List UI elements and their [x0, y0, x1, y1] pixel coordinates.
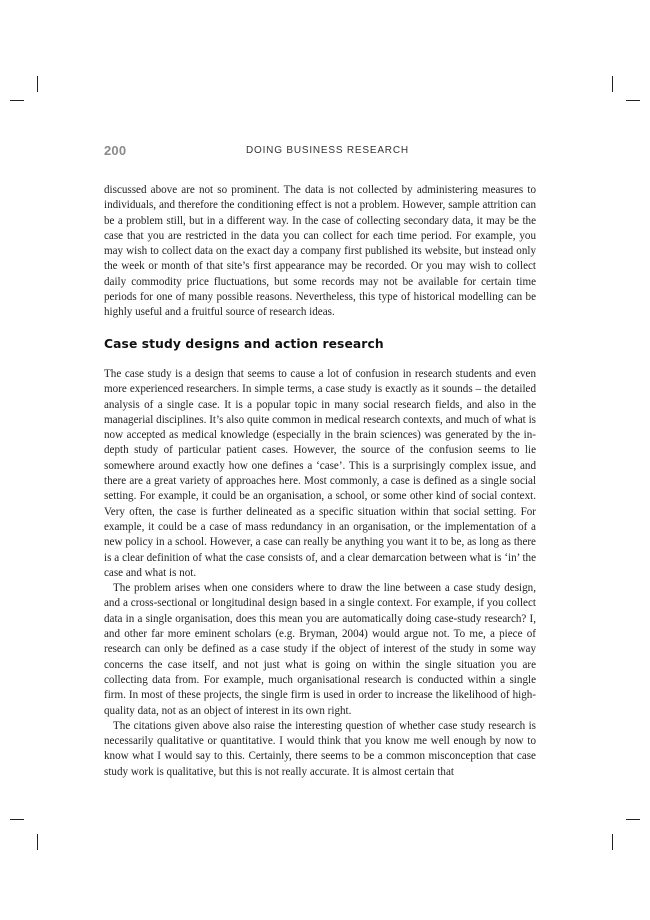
- crop-mark-top-right-horizontal: [626, 100, 640, 101]
- crop-mark-top-left-horizontal: [10, 100, 24, 101]
- section-body: [104, 367, 536, 780]
- body-paragraph-2: The problem arises when one considers where to draw the line between a case study design, and a cross-sectional or longitudinal design based in a single context. For example, if you collect data in a single organisation, does this mean you are automatically doing case-study research? I, and other far more eminent scholars (e.g. Bryman, 2004) would argue not. To me, a piece of research can only be defined as a case study if the object of interest of the study in some way concerns the case itself, and not just what is going on within the single situation you are collecting data from. For example, much organisational research is conducted within a single firm. In most of these projects, the single firm is used in order to increase the likelihood of high-quality data, not as an object of interest in its own right.: [104, 582, 536, 717]
- crop-mark-bottom-right-horizontal: [626, 819, 640, 820]
- page-number: 200: [104, 143, 127, 158]
- section-heading: Case study designs and action research: [104, 337, 384, 351]
- crop-mark-top-left-vertical: [37, 76, 38, 92]
- crop-mark-bottom-left-horizontal: [10, 819, 24, 820]
- running-head: [104, 143, 536, 159]
- crop-mark-top-right-vertical: [612, 76, 613, 92]
- continued-paragraph: discussed above are not so prominent. The data is not collected by administering measures to individuals, and therefore the conditioning effect is not a problem. However, sample attrition can be a problem still, but in a different way. In the case of collecting secondary data, it may be the case that you are restricted in the data you can collect for each time period. For example, you may wish to collect data on the exact day a company first published its website, but instead only the week or month of that site’s first appearance may be recorded. Or you may wish to collect daily commodity price fluctuations, but some records may not be available for certain time periods for one of many possible reasons. Nevertheless, this type of historical modelling can be highly useful and a fruitful source of research ideas.: [104, 184, 536, 319]
- running-title: DOING BUSINESS RESEARCH: [246, 145, 409, 156]
- body-paragraph-3: The citations given above also raise the interesting question of whether case study research is necessarily qualitative or quantitative. I would think that you know me well enough by now to know what I would say to this. Certainly, there seems to be a common misconception that case study work is qualitative, but this is not really accurate. It is almost certain that: [104, 719, 536, 778]
- crop-mark-bottom-right-vertical: [612, 834, 613, 850]
- body-paragraph-1: The case study is a design that seems to cause a lot of confusion in research students and even more experienced researchers. In simple terms, a case study is exactly as it sounds – the detailed analysis of a single case. It is a popular topic in many social research fields, and also in the managerial disciplines. It’s also quite common in medical research contexts, and much of what is now accepted as medical knowledge (especially in the brain sciences) was generated by the in-depth study of particular patient cases. However, the source of the confusion seems to lie somewhere around exactly how one defines a ‘case’. This is a surprisingly complex issue, and there are a great variety of approaches here. Most commonly, a case is defined as a single social setting. For example, it could be an organisation, a school, or some other kind of social context. Very often, the case is further delineated as a specific situation within that social setting. For example, it could be a case of mass redundancy in an organisation, or the implementation of a new policy in a school. However, a case can really be anything you want it to be, as long as there is a clear definition of what the case consists of, and a clear demarcation between what is ‘in’ the case and what is not.: [104, 368, 536, 579]
- crop-mark-bottom-left-vertical: [37, 834, 38, 850]
- continued-text-block: [104, 183, 536, 321]
